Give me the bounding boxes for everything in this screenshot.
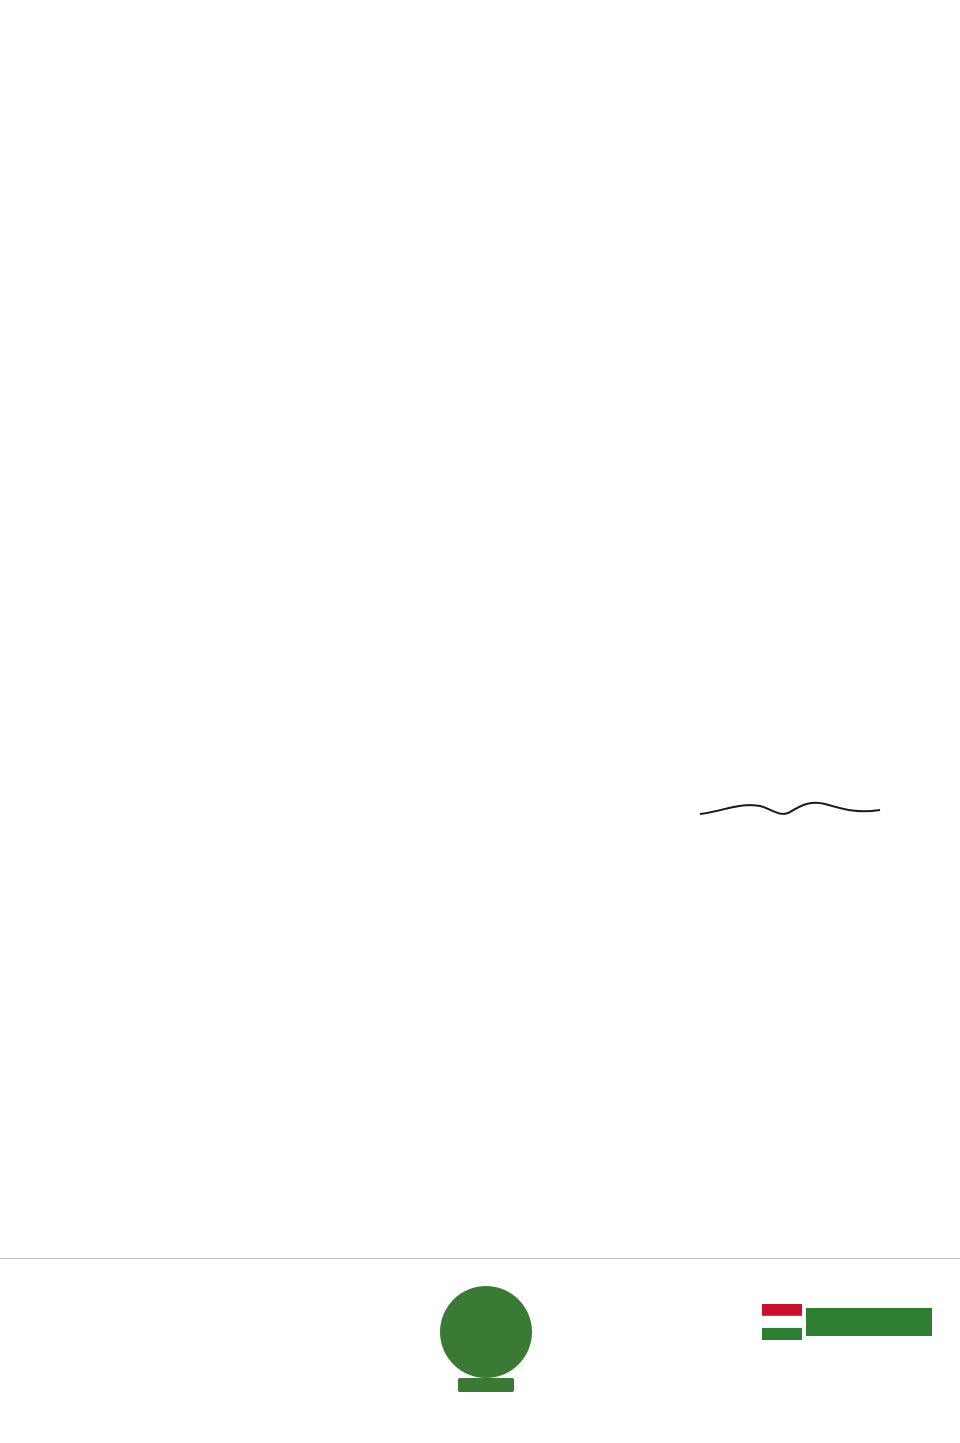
flag-icon [762, 1304, 932, 1340]
footer-divider [0, 1258, 960, 1259]
hungary-flag-banner [762, 1304, 932, 1340]
handwritten-signature [690, 784, 890, 834]
uj-szechenyi-terv-logo [438, 1284, 534, 1400]
